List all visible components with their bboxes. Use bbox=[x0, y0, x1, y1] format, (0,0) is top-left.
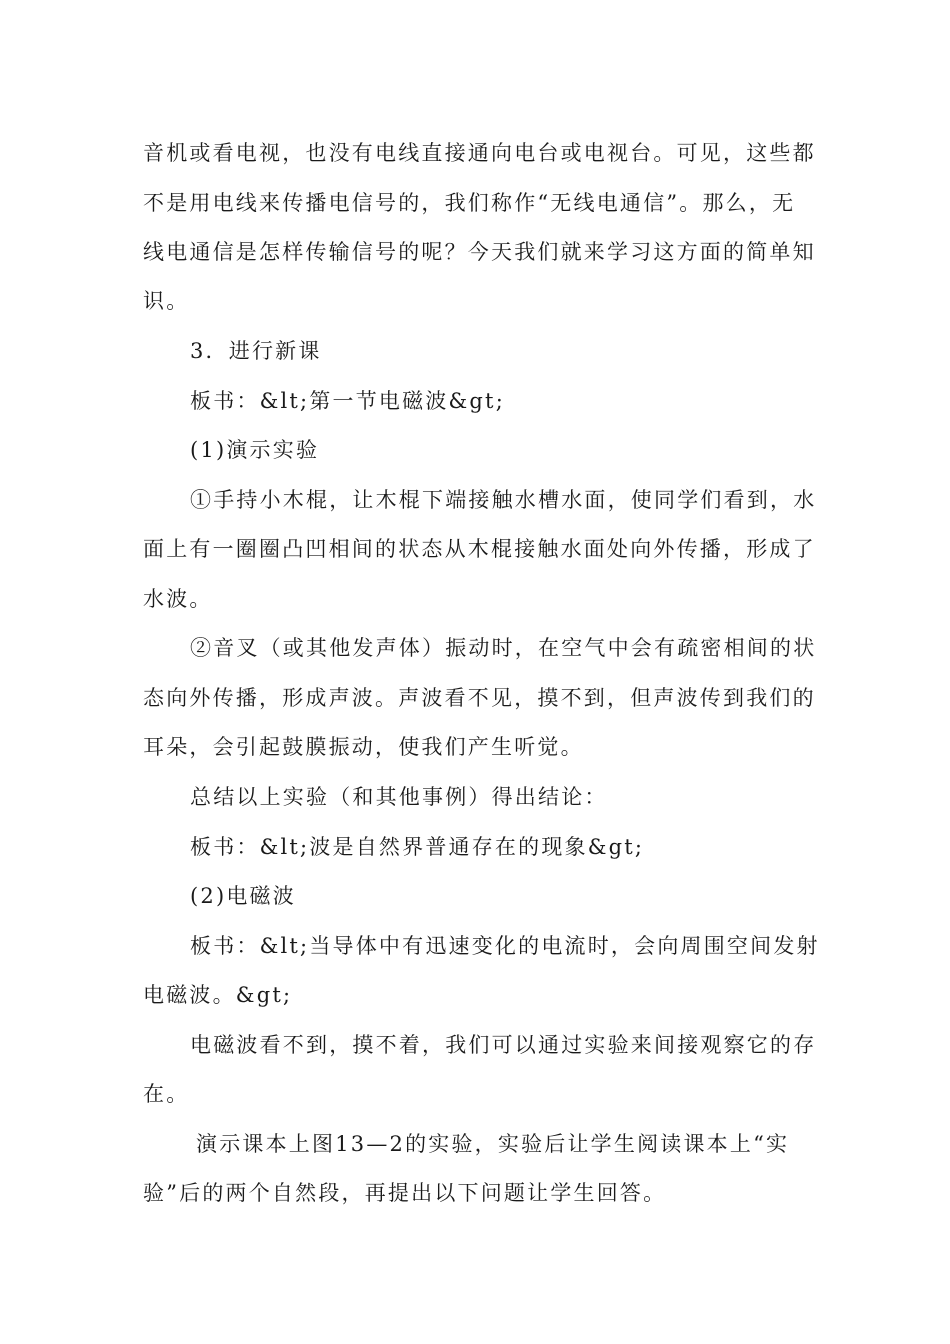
text-line: 演示课本上图13—2的实验，实验后让学生阅读课本上“实 bbox=[196, 1132, 790, 1156]
section-heading: 3．进行新课 bbox=[190, 339, 322, 363]
board-note: 板书：&lt;当导体中有迅速变化的电流时，会向周围空间发射 bbox=[190, 934, 820, 958]
text-line: 识。 bbox=[143, 289, 190, 313]
text-line: 电磁波看不到，摸不着，我们可以通过实验来间接观察它的存 bbox=[190, 1033, 817, 1057]
text-line: ①手持小木棍，让木棍下端接触水槽水面，使同学们看到，水 bbox=[190, 488, 817, 512]
board-note: 板书：&lt;第一节电磁波&gt; bbox=[190, 389, 505, 413]
text-line: 态向外传播，形成声波。声波看不见，摸不到，但声波传到我们的 bbox=[143, 686, 816, 710]
text-line: 水波。 bbox=[143, 587, 213, 611]
text-line: 不是用电线来传播电信号的，我们称作“无线电通信”。那么，无 bbox=[143, 191, 796, 215]
text-line: 线电通信是怎样传输信号的呢？今天我们就来学习这方面的简单知 bbox=[143, 240, 816, 264]
text-line: 在。 bbox=[143, 1082, 190, 1106]
text-line: 电磁波。&gt; bbox=[143, 983, 293, 1007]
subsection-heading: (2)电磁波 bbox=[190, 884, 296, 908]
subsection-heading: (1)演示实验 bbox=[190, 438, 320, 462]
text-line: ②音叉（或其他发声体）振动时，在空气中会有疏密相间的状 bbox=[190, 636, 817, 660]
text-line: 总结以上实验（和其他事例）得出结论： bbox=[190, 785, 608, 809]
text-line: 音机或看电视，也没有电线直接通向电台或电视台。可见，这些都 bbox=[143, 141, 816, 165]
text-line: 耳朵，会引起鼓膜振动，使我们产生听觉。 bbox=[143, 735, 584, 759]
board-note: 板书：&lt;波是自然界普通存在的现象&gt; bbox=[190, 835, 645, 859]
text-line: 验”后的两个自然段，再提出以下问题让学生回答。 bbox=[143, 1181, 667, 1205]
text-line: 面上有一圈圈凸凹相间的状态从木棍接触水面处向外传播，形成了 bbox=[143, 537, 816, 561]
